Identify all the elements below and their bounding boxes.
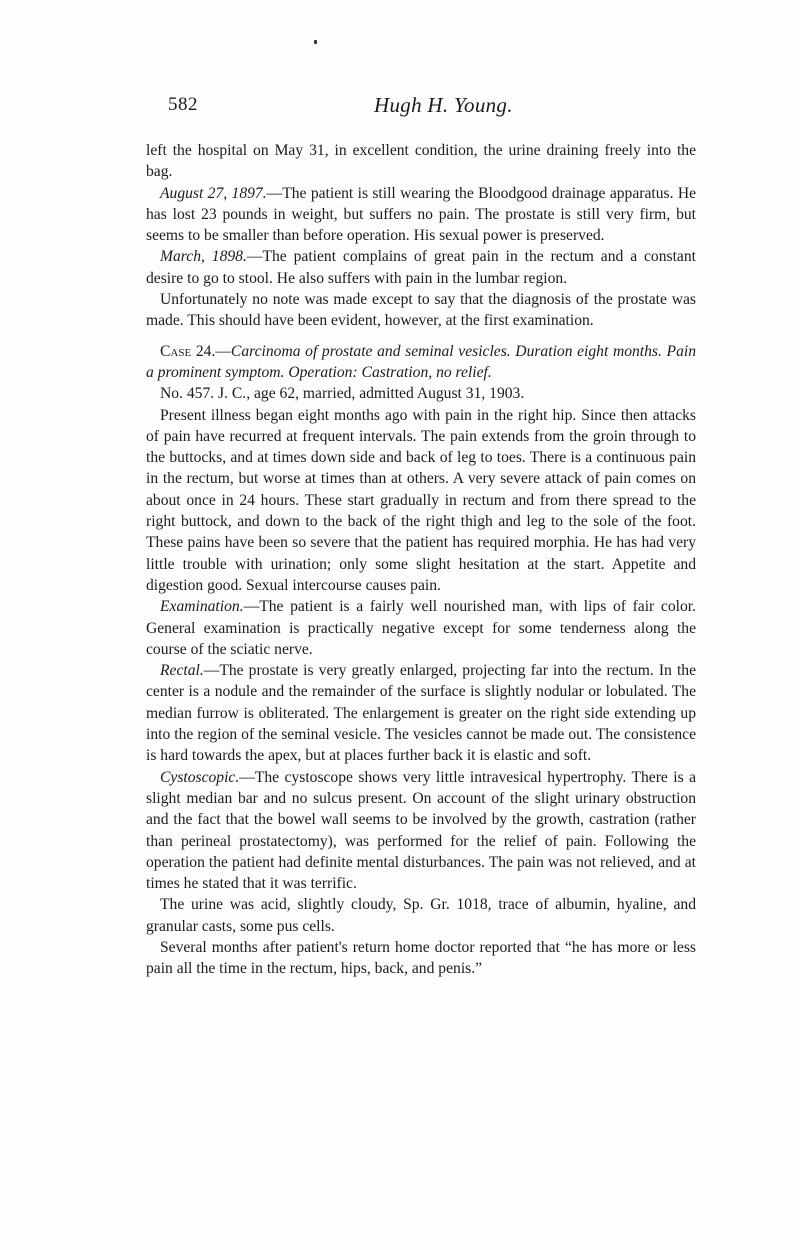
paragraph-text: No. 457. J. C., age 62, married, admitted August 31, 1903. xyxy=(160,385,525,403)
section-lead: Cystoscopic. xyxy=(160,768,240,786)
case-heading xyxy=(146,341,696,384)
paragraph-text: —The prostate is very greatly enlarged, projecting far into the rectum. In the center is a nodule and the remainder of the surface is slightly nodular or lobulated. The median furrow is obliterated. The enlargement is greater on the right side extending up into the region of the seminal vesicle. The vesicles cannot be made out. The consistence is hard towards the apex, but at places further back it is elastic and soft. xyxy=(146,662,696,765)
paragraph-rectal xyxy=(146,660,696,766)
case-label: Case xyxy=(160,342,192,360)
section-lead: Examination. xyxy=(160,598,244,616)
paragraph-text: Several months after patient's return home doctor reported that “he has more or less pain all the time in the rectum, hips, back, and penis.” xyxy=(146,938,696,978)
date-lead: March, 1898. xyxy=(160,248,247,266)
paragraph-present-illness xyxy=(146,405,696,597)
paragraph-cystoscopic xyxy=(146,767,696,895)
paragraph-urine xyxy=(146,894,696,937)
print-speck xyxy=(314,40,317,44)
paragraph-text: The urine was acid, slightly cloudy, Sp. Gr. 1018, trace of albumin, hyaline, and granular casts, some pus cells. xyxy=(146,896,696,935)
paragraph-august-1897 xyxy=(146,183,696,247)
running-head: Hugh H. Young. xyxy=(374,93,513,117)
page-header xyxy=(168,94,668,122)
paragraph-text: —The patient is still wearing the Bloodgood drainage apparatus. He has lost 23 pounds in weight, but suffers no pain. The prostate is still very firm, but seems to be smaller than before operation. His sexual power is preserved. xyxy=(146,184,697,245)
case-title: Carcinoma of prostate and seminal vesicles. Duration eight months. Pain a prominent symptom. Operation: Castration, no relief. xyxy=(146,342,696,381)
paragraph-text: —The patient is a fairly well nourished man, with lips of fair color. General examination is practically negative except for some tenderness along the course of the sciatic nerve. xyxy=(146,598,696,658)
paragraph-text: Unfortunately no note was made except to say that the diagnosis of the prostate was made. This should have been evident, however, at the first examination. xyxy=(146,291,696,330)
paragraph-text: —The patient complains of great pain in the rectum and a constant desire to go to stool. He also suffers with pain in the lumbar region. xyxy=(146,248,696,287)
page-body xyxy=(146,140,696,980)
page-number: 582 xyxy=(168,94,198,115)
paragraph-march-1898 xyxy=(146,246,696,289)
paragraph-diagnosis-note xyxy=(146,289,696,332)
paragraph-text: —The cystoscope shows very little intravesical hypertrophy. There is a slight median bar and no sulcus present. On account of the slight urinary obstruction and the fact that the bowel wall seems to be involved by the growth, castration (rather than perineal prostatectomy), was performed for the relief of pain. Following the operation the patient had definite mental disturbances. The pain was not relieved, and at times he stated that it was terrific. xyxy=(146,768,696,893)
date-lead: August 27, 1897. xyxy=(160,184,267,202)
paragraph-examination xyxy=(146,596,696,660)
paragraph-followup xyxy=(146,937,696,980)
case-number: 24.— xyxy=(191,342,231,360)
paragraph-text: left the hospital on May 31, in excellent condition, the urine draining freely into the bag. xyxy=(146,142,696,181)
paragraph-discharge xyxy=(146,140,696,183)
paragraph-text: Present illness began eight months ago with pain in the right hip. Since then attacks of pain have recurred at frequent intervals. The pain extends from the groin through to the buttocks, and at times down side and back of leg to toes. There is a continuous pain in the rectum, but worse at times than at others. A very severe attack of pain comes on about once in 24 hours. These start gradually in rectum and from there spread to the right buttock, and down to the back of the right thigh and leg to the sole of the foot. These pains have been so severe that the patient has required morphia. He has had very little trouble with urination; only some slight hesitation at the start. Appetite and digestion good. Sexual intercourse causes pain. xyxy=(146,406,696,594)
paragraph-admission xyxy=(146,383,696,404)
section-lead: Rectal. xyxy=(160,662,204,680)
